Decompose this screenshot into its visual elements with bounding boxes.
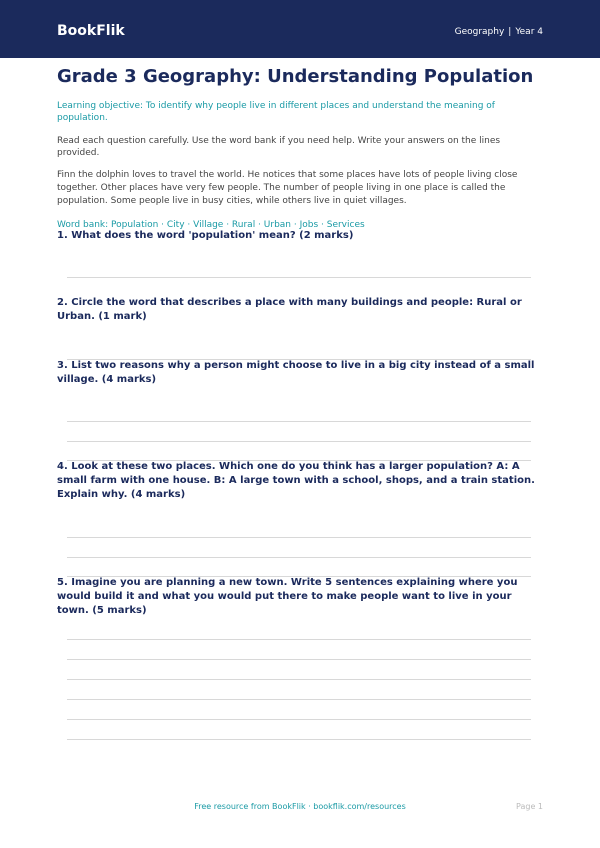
learning-objective: Learning objective: To identify why people live in different places and understand the meaning of population. xyxy=(57,101,495,123)
worksheet-intro xyxy=(57,66,544,231)
answer-line[interactable] xyxy=(67,537,531,538)
footer-credit[interactable]: Free resource from BookFlik · bookflik.com/resources xyxy=(194,802,406,811)
word-bank: Word bank: Population · City · Village · Rural · Urban · Jobs · Services xyxy=(57,220,365,230)
answer-line[interactable] xyxy=(67,277,531,278)
header-breadcrumb xyxy=(455,27,543,38)
question-1: 1. What does the word 'population' mean? (2 marks) xyxy=(57,230,354,241)
answer-line[interactable] xyxy=(67,679,531,680)
answer-line[interactable] xyxy=(67,421,531,422)
brand-logo-text[interactable]: BookFlik xyxy=(57,23,125,39)
question-4: 4. Look at these two places. Which one do you think has a larger population? A: A small farm with one house. B: A large town with a school, shops, and a train station. Explain why. (4 marks) xyxy=(57,461,535,500)
breadcrumb-separator: | xyxy=(508,27,512,37)
reading-passage: Finn the dolphin loves to travel the world. He notices that some places have lots of people living close together. Other places have very few people. The number of people living in one place is called the population. Some people live in busy cities, while others live in quiet villages. xyxy=(57,170,518,206)
answer-line[interactable] xyxy=(67,441,531,442)
year-label: Year 4 xyxy=(515,27,543,37)
answer-line[interactable] xyxy=(67,639,531,640)
question-2: 2. Circle the word that describes a place with many buildings and people: Rural or Urban. (1 mark) xyxy=(57,297,522,322)
page-title: Grade 3 Geography: Understanding Population xyxy=(57,66,534,87)
answer-line[interactable] xyxy=(67,719,531,720)
subject-label: Geography xyxy=(454,27,505,37)
question-3: 3. List two reasons why a person might choose to live in a big city instead of a small village. (4 marks) xyxy=(57,360,535,385)
page-number: Page 1 xyxy=(516,802,543,811)
answer-line[interactable] xyxy=(67,659,531,660)
answer-line[interactable] xyxy=(67,699,531,700)
question-5: 5. Imagine you are planning a new town. Write 5 sentences explaining where you would build it and what you would put there to make people want to live in your town. (5 marks) xyxy=(57,577,518,616)
page-header xyxy=(0,0,600,58)
instructions-text: Read each question carefully. Use the word bank if you need help. Write your answers on the lines provided. xyxy=(57,136,501,158)
answer-line[interactable] xyxy=(67,557,531,558)
answer-line[interactable] xyxy=(67,739,531,740)
